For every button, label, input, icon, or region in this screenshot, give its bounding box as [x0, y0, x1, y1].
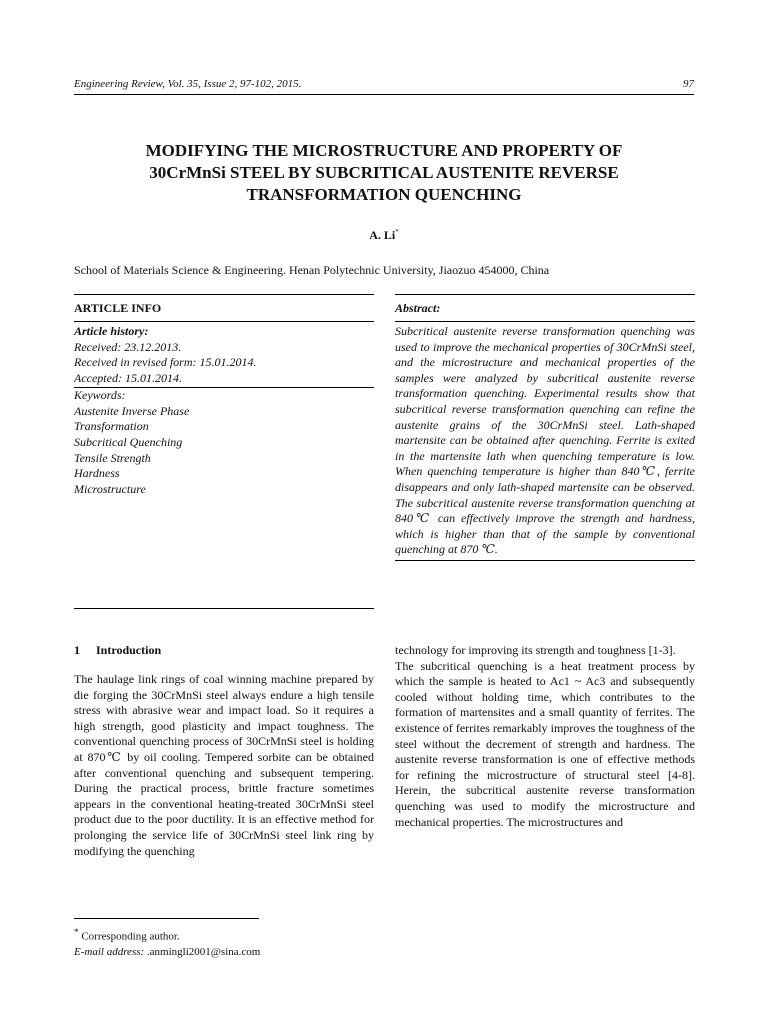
intro-paragraph-left: The haulage link rings of coal winning machine prepared by die forging the 30CrMnSi steel always endure a high tensile stress with abrasive wear and impact load. So it requires a high strength, good plasticity and impact toughness. The conventional quenching process of 30CrMnSi steel is holding at 870℃ by oil cooling. Tempered sorbite can be obtained after conventional quenching and subsequent tempering. During the practical process, brittle fracture sometimes appears in the conventional heating-treated 30CrMnSi steel product due to the poor ductility. It is an effective method for prolonging the service life of 30CrMnSi steel link ring by modifying the quenching — [74, 672, 374, 858]
body-column-left — [74, 643, 374, 859]
section-heading — [74, 643, 374, 658]
history-label: Article history: — [74, 324, 149, 338]
section-number: 1 — [74, 643, 80, 657]
keyword-item: Hardness — [74, 466, 120, 481]
footnote — [74, 918, 259, 960]
paper-title — [60, 140, 708, 206]
email-address[interactable]: .anmingli2001@sina.com — [146, 945, 261, 958]
abstract-text: Subcritical austenite reverse transformation quenching was used to improve the mechanical properties of 30CrMnSi steel, and the microstructure and mechanical properties of the samples were analyzed by subcritical austenite reverse transformation quenching. Experimental results show that subcritical reverse transformation quenching can refine the austenite grains of the 30CrMnSi steel. Lath-shaped martensite can be obtained after quenching. Ferrite is exited in the martensite lath when quenching temperature is low. When quenching temperature is higher than 840℃, ferrite disappears and only lath-shaped martensite can be observed. The subcritical austenite reverse transformation quenching at 840℃ can effectively improve the strength and hardness, which is higher than that of the sample by conventional quenching at 870 ℃. — [395, 322, 695, 561]
received-date: Received: 23.12.2013. — [74, 339, 182, 354]
section-title: Introduction — [96, 643, 162, 657]
keyword-item: Microstructure — [74, 482, 146, 497]
footnote-email — [74, 945, 259, 960]
page-number: 97 — [683, 78, 694, 90]
title-line: MODIFYING THE MICROSTRUCTURE AND PROPERTY OF — [145, 141, 623, 160]
running-header — [74, 78, 694, 95]
keyword-item: Austenite Inverse Phase — [74, 403, 190, 418]
keyword-item: Subcritical Quenching — [74, 434, 183, 449]
footnote-mark: * — [74, 927, 79, 937]
article-info-box — [74, 294, 374, 609]
keywords-block — [74, 388, 374, 609]
keywords-label: Keywords: — [74, 387, 126, 402]
article-info-heading: ARTICLE INFO — [74, 294, 374, 322]
journal-citation: Engineering Review, Vol. 35, Issue 2, 97-102, 2015. — [74, 78, 302, 90]
intro-paragraph-continued: technology for improving its strength and toughness [1-3]. — [395, 643, 676, 657]
abstract-box — [395, 294, 695, 561]
email-label: E-mail address: — [74, 945, 145, 958]
author-mark: * — [395, 228, 399, 236]
corresponding-text: Corresponding author. — [81, 930, 180, 943]
intro-paragraph-right: The subcritical quenching is a heat treatment process by which the sample is heated to Ac1 ~ Ac3 and subsequently cooled without holding time, which contributes to the formation of martensites and a small quantity of ferrites. The existence of ferrites remarkably improves the toughness of the steel without the decrement of strength and hardness. The austenite reverse transformation is one of effective methods for refining the microstructure of structural steel [4-8]. Herein, the subcritical austenite reverse transformation quenching was used to modify the microstructure and mechanical properties. The microstructures and — [395, 658, 695, 829]
title-line: 30CrMnSi STEEL BY SUBCRITICAL AUSTENITE REVERSE — [149, 163, 619, 182]
author-line — [0, 228, 768, 243]
title-line: TRANSFORMATION QUENCHING — [246, 185, 522, 204]
abstract-heading: Abstract: — [395, 294, 695, 322]
footnote-corresponding — [74, 925, 259, 945]
author-name: A. Li — [369, 228, 396, 242]
body-column-right — [395, 643, 695, 830]
article-history — [74, 322, 374, 388]
affiliation: School of Materials Science & Engineering. Henan Polytechnic University, Jiaozuo 454000, China — [74, 263, 550, 277]
keyword-item: Tensile Strength — [74, 450, 151, 465]
keyword-item: Transformation — [74, 419, 149, 434]
revised-date: Received in revised form: 15.01.2014. — [74, 355, 257, 370]
accepted-date: Accepted: 15.01.2014. — [74, 371, 182, 386]
